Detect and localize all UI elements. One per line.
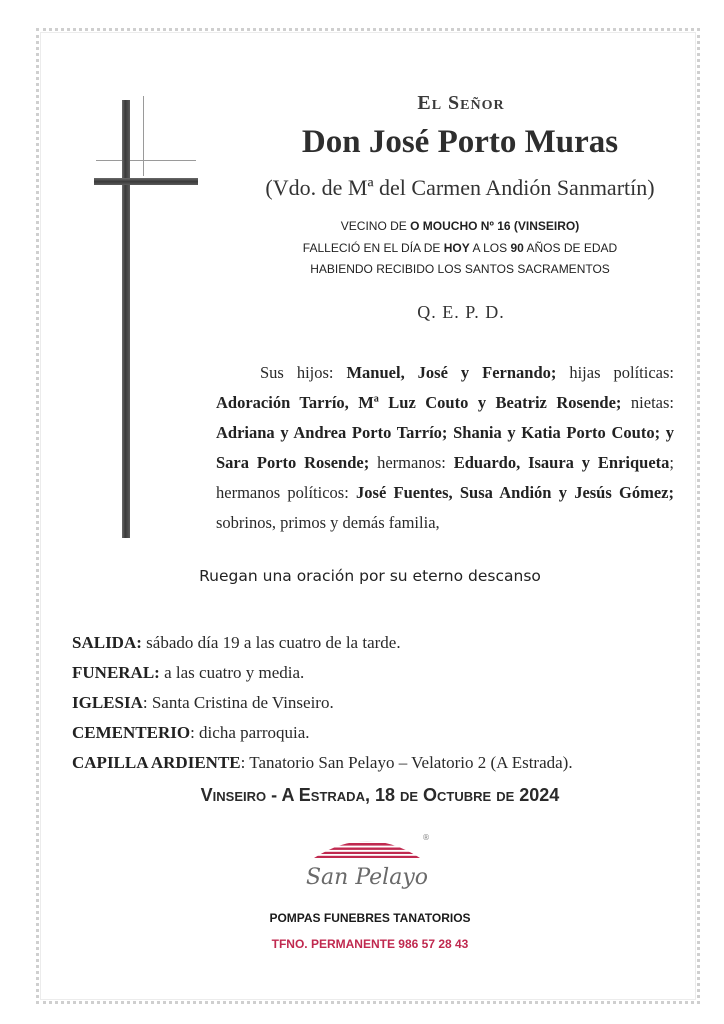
death-line <box>240 241 680 255</box>
detail-value: sábado día 19 a las cuatro de la tarde. <box>141 633 401 652</box>
death-age: 90 <box>510 241 524 255</box>
widow-of: (Vdo. de Mª del Carmen Andión Sanmartín) <box>265 175 655 200</box>
family-text-1: Sus hijos: <box>260 363 347 382</box>
family-text-4: hermanos: <box>369 453 454 472</box>
cross-shadow-horizontal <box>96 160 196 161</box>
cross-horizontal-bar <box>94 178 198 185</box>
detail-label: CAPILLA ARDIENTE <box>72 753 241 772</box>
residence-place: O MOUCHO Nº 16 (VINSEIRO) <box>410 219 580 233</box>
place-date: Vinseiro - A Estrada, 18 de Octubre de 2024 <box>200 785 560 805</box>
prayer-request: Ruegan una oración por su eterno descanso <box>199 567 541 585</box>
title-el-senor: El Señor <box>417 92 505 114</box>
logo-registered-mark: ® <box>422 833 430 842</box>
logo-wordmark: San Pelayo <box>305 865 429 890</box>
family-text-2: hijas políticas: <box>556 363 674 382</box>
family-paragraph <box>216 358 674 538</box>
detail-value: : dicha parroquia. <box>190 723 310 742</box>
company-tagline: POMPAS FUNEBRES TANATORIOS <box>269 911 471 925</box>
detail-row-capilla <box>72 748 692 778</box>
residence-prefix: VECINO DE <box>340 219 411 233</box>
detail-label: CEMENTERIO <box>72 723 191 742</box>
phone-number: TFNO. PERMANENTE 986 57 28 43 <box>271 937 469 951</box>
family-sons: Manuel, José y Fernando; <box>346 363 557 382</box>
family-daughters-in-law: Adoración Tarrío, Mª Luz Couto y Beatriz Rosende; <box>216 393 622 412</box>
detail-row-iglesia <box>72 688 692 718</box>
detail-value: : Tanatorio San Pelayo – Velatorio 2 (A Estrada). <box>240 753 573 772</box>
cross-vertical-bar <box>122 100 130 538</box>
detail-label: IGLESIA <box>72 693 143 712</box>
funeral-details <box>72 628 692 778</box>
cross-shadow-vertical <box>143 96 144 176</box>
deceased-name: Don José Porto Muras <box>301 124 619 160</box>
detail-row-funeral <box>72 658 692 688</box>
death-text-2: A LOS <box>469 241 511 255</box>
detail-value: : Santa Cristina de Vinseiro. <box>142 693 334 712</box>
qepd: Q. E. P. D. <box>417 302 505 322</box>
detail-value: a las cuatro y media. <box>159 663 305 682</box>
san-pelayo-logo-icon <box>300 828 434 900</box>
family-siblings-in-law: José Fuentes, Susa Andión y Jesús Gómez; <box>356 483 674 502</box>
sacraments-line: HABIENDO RECIBIDO LOS SANTOS SACRAMENTOS <box>310 262 610 276</box>
detail-label: SALIDA: <box>72 633 142 652</box>
family-text-3: nietas: <box>621 393 674 412</box>
death-day: HOY <box>443 241 470 255</box>
family-text-5: ; hermanos políticos: <box>216 453 675 502</box>
family-text-6: sobrinos, primos y demás familia, <box>216 513 440 532</box>
residence-line <box>240 219 680 233</box>
death-text-3: AÑOS DE EDAD <box>523 241 618 255</box>
family-granddaughters: Adriana y Andrea Porto Tarrío; Shania y Katia Porto Couto; y Sara Porto Rosende; <box>216 423 674 472</box>
detail-row-cementerio <box>72 718 692 748</box>
death-text-1: FALLECIÓ EN EL DÍA DE <box>302 241 444 255</box>
detail-label: FUNERAL: <box>72 663 160 682</box>
detail-row-salida <box>72 628 692 658</box>
family-siblings: Eduardo, Isaura y Enriqueta <box>453 453 670 472</box>
